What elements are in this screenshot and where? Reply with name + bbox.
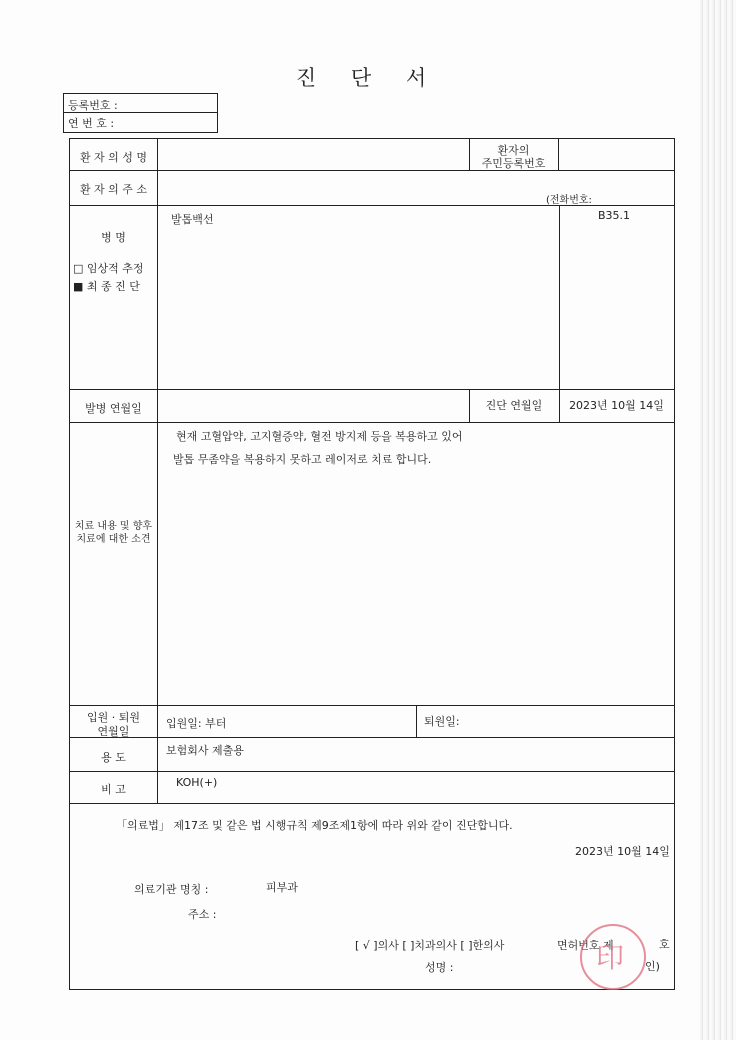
admission-label-line1: 입원 · 퇴원 (87, 711, 140, 724)
diagnosis-date-label: 진단 연월일 (485, 399, 543, 412)
patient-address-label: 환 자 의 주 소 (79, 183, 148, 196)
diagnosis-date-value: 2023년 10월 14일 (569, 399, 664, 412)
doctor-seal-stamp (580, 924, 646, 990)
patient-name-label: 환 자 의 성 명 (79, 151, 148, 164)
license-number-label: 면허번호 제 (557, 939, 614, 952)
final-diagnosis-checkbox: ■ 최 종 진 단 (73, 280, 140, 293)
legal-statement: 「의료법」 제17조 및 같은 법 시행규칙 제9조제1항에 따라 위와 같이 진단합니다. (116, 819, 513, 832)
remarks-label: 비 고 (101, 783, 126, 796)
disease-label: 병 명 (101, 231, 126, 244)
purpose-label: 용 도 (101, 751, 126, 764)
col-divider (416, 705, 417, 737)
license-suffix: 호 (659, 938, 670, 951)
rrn-label-line1: 환자의 (497, 144, 530, 157)
institution-label: 의료기관 명칭 : (134, 883, 209, 896)
institution-name: 피부과 (266, 881, 298, 894)
clinical-estimate-checkbox: □ 임상적 추정 (73, 262, 144, 275)
discharge-date: 퇴원일: (424, 715, 460, 728)
scan-edge-artifact (700, 0, 736, 1040)
diagnosis-form (69, 138, 675, 990)
treatment-label-line2: 치료에 대한 소견 (76, 534, 151, 545)
treatment-line-1: 현재 고혈압약, 고지혈증약, 혈전 방지제 등을 복용하고 있어 (176, 430, 463, 443)
row-divider (70, 737, 674, 738)
disease-name: 발톱백선 (171, 213, 214, 226)
signature-label: 성명 : (425, 961, 454, 974)
row-divider (70, 389, 674, 390)
issue-date: 2023년 10월 14일 (575, 845, 670, 858)
row-divider (70, 422, 674, 423)
col-divider (558, 139, 559, 170)
document-title: 진 단 서 (295, 66, 441, 90)
disease-code: B35.1 (598, 209, 631, 222)
treatment-label-line1: 치료 내용 및 향후 (74, 521, 153, 532)
phone-label: (전화번호: (546, 195, 592, 206)
registration-box (63, 93, 218, 133)
reg-no-label: 등록번호 : (68, 99, 118, 112)
institution-address-label: 주소 : (188, 908, 217, 921)
row-divider (70, 170, 674, 171)
admission-label-line2: 연월일 (97, 725, 130, 738)
treatment-line-2: 발톱 무좀약을 복용하지 못하고 레이저로 치료 합니다. (173, 453, 432, 466)
rrn-label-line2: 주민등록번호 (481, 157, 546, 170)
doctor-type-options: [ √ ]의사 [ ]치과의사 [ ]한의사 (355, 939, 505, 952)
admission-date: 입원일: 부터 (166, 717, 227, 730)
purpose-value: 보험회사 제출용 (166, 744, 244, 757)
serial-no-label: 연 번 호 : (68, 117, 115, 130)
remarks-value: KOH(+) (176, 776, 218, 789)
onset-date-label: 발병 연월일 (85, 402, 142, 415)
divider (64, 112, 217, 113)
seal-mark-icon: 印 (596, 941, 625, 974)
row-divider (70, 771, 674, 772)
signature-suffix: 인) (645, 960, 660, 973)
col-divider (559, 205, 560, 422)
row-divider (70, 705, 674, 706)
row-divider (70, 803, 674, 804)
col-divider (157, 139, 158, 803)
